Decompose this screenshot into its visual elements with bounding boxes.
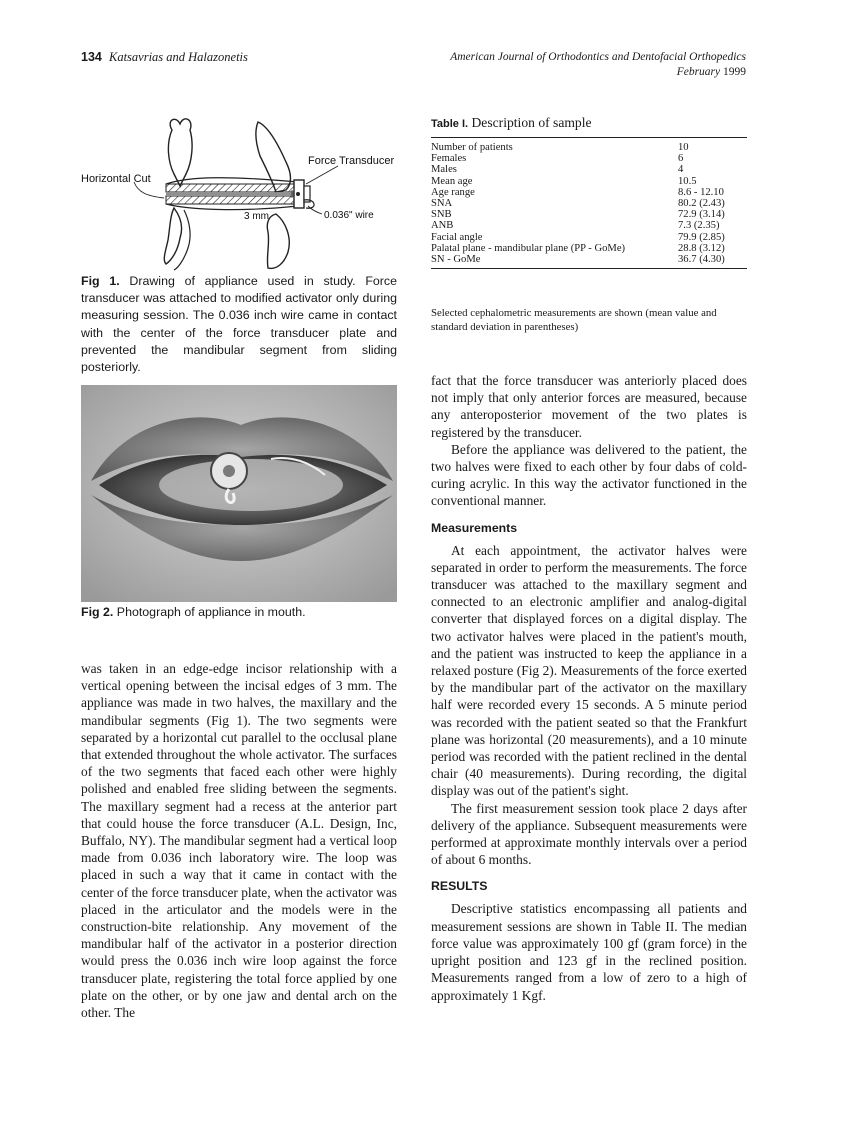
table-row bbox=[431, 232, 747, 243]
lower-tooth-right-shape bbox=[267, 214, 289, 268]
mandibular-segment-shape bbox=[166, 196, 298, 204]
table-cell-value: 10.5 bbox=[678, 175, 697, 187]
table-row bbox=[431, 254, 747, 265]
upper-incisor-shape bbox=[168, 119, 192, 186]
running-header-left bbox=[81, 50, 248, 65]
table-cell-label: Age range bbox=[431, 186, 475, 198]
body-paragraph: fact that the force transducer was anteriorly placed does not imply that only anterior forces are measured, because any anteroposterior movement of the two plates is registered by the transducer. bbox=[431, 373, 747, 440]
table-cell-label: Mean age bbox=[431, 175, 473, 187]
table-cell-value: 4 bbox=[678, 164, 684, 176]
table-cell-label: Number of patients bbox=[431, 142, 513, 153]
table-row bbox=[431, 209, 747, 220]
left-column bbox=[81, 660, 397, 1021]
figure-1-drawing bbox=[80, 110, 398, 280]
running-authors: Katsavrias and Halazonetis bbox=[108, 50, 248, 64]
table-1-title bbox=[431, 115, 592, 131]
section-heading-measurements: Measurements bbox=[431, 520, 518, 535]
table-cell-value: 10 bbox=[678, 142, 689, 153]
table-cell-value: 36.7 (4.30) bbox=[678, 253, 725, 265]
table-cell-value: 79.9 (2.85) bbox=[678, 231, 725, 243]
table-1-label: Table I. bbox=[431, 118, 469, 130]
table-cell-value: 80.2 (2.43) bbox=[678, 197, 725, 209]
label-three-mm: 3 mm bbox=[244, 211, 269, 222]
label-horizontal-cut: Horizontal Cut bbox=[81, 173, 151, 185]
figure-2-caption-label: Fig 2. bbox=[81, 605, 114, 619]
table-1-title-text: Description of sample bbox=[468, 115, 592, 130]
figure-1-caption-text: Drawing of appliance used in study. Force transducer was attached to modified activator only during measuring session. The 0.036 inch wire came in contact with the center of the force transducer plate and prevented the mandibular segment from sliding posteriorly. bbox=[81, 274, 397, 375]
table-row bbox=[431, 198, 747, 209]
table-cell-value: 6 bbox=[678, 153, 684, 165]
table-row bbox=[431, 220, 747, 231]
table-cell-label: SNB bbox=[431, 209, 452, 221]
table-1 bbox=[431, 137, 747, 269]
table-cell-label: ANB bbox=[431, 220, 454, 232]
body-paragraph: At each appointment, the activator halves were separated in order to perform the measurements. The force transducer was attached to the maxillary segment and connected to an electronic amplifier and analog-digital converter that displayed forces on a digital display. The two activator halves were placed in the patient's mouth, and the patient was instructed to keep the appliance in a relaxed posture (Fig 2). Measurements of the force exerted by the mandibular part of the activator on the maxillary half were recorded every 15 seconds. A 5 minute period was recorded with the patient seated so that the Frankfurt plane was horizontal (20 measurements), and a 10 minute period was recorded with the patient reclined in the dental chair (40 measurements). During recording, the digital display was out of the patient's sight. bbox=[431, 542, 747, 799]
lower-incisor-shape bbox=[164, 208, 181, 264]
table-row bbox=[431, 164, 747, 175]
body-paragraph: The first measurement session took place 2 days after delivery of the appliance. Subsequent measurements were performed at approximate monthly intervals over a period of about 6 months. bbox=[431, 800, 747, 868]
journal-name: American Journal of Orthodontics and Dentofacial Orthopedics bbox=[450, 51, 746, 63]
table-cell-value: 72.9 (3.14) bbox=[678, 209, 725, 221]
issue-year: 1999 bbox=[723, 66, 746, 78]
table-row bbox=[431, 243, 747, 254]
section-heading-results: RESULTS bbox=[431, 879, 488, 894]
running-header-right bbox=[450, 50, 746, 80]
body-paragraph: Before the appliance was delivered to the patient, the two halves were fixed to each other by four dabs of cold-curing acrylic. In this way the activator functioned in the conventional manner. bbox=[431, 441, 747, 509]
table-row bbox=[431, 153, 747, 164]
table-cell-label: Males bbox=[431, 164, 457, 176]
page-number: 134 bbox=[81, 50, 102, 64]
table-cell-value: 7.3 (2.35) bbox=[678, 220, 720, 232]
figure-1-caption-label: Fig 1. bbox=[81, 274, 120, 288]
label-force-transducer: Force Transducer bbox=[308, 155, 395, 167]
figure-2-caption-text: Photograph of appliance in mouth. bbox=[113, 605, 306, 619]
table-row bbox=[431, 187, 747, 198]
issue-month: February bbox=[676, 66, 721, 78]
table-cell-label: Palatal plane - mandibular plane (PP - GoMe) bbox=[431, 242, 626, 254]
figure-2-photo bbox=[81, 385, 397, 602]
table-cell-label: Females bbox=[431, 153, 467, 165]
activator-shape bbox=[159, 459, 343, 511]
table-row bbox=[431, 176, 747, 187]
table-cell-value: 28.8 (3.12) bbox=[678, 242, 725, 254]
right-column bbox=[431, 372, 747, 1004]
table-cell-label: SN - GoMe bbox=[431, 253, 481, 265]
body-paragraph: Descriptive statistics encompassing all patients and measurement sessions are shown in Table II. The median force value was approximately 100 gf (gram force) in the upright position and 123 gf in the reclined position. Measurements ranged from a low of zero to a high of approximately 1 Kgf. bbox=[431, 901, 747, 1003]
body-paragraph: was taken in an edge-edge incisor relationship with a vertical opening between the incisal edges of 3 mm. The appliance was made in two halves, the maxillary and the mandibular segments (Fig 1). The two segments were separated by a horizontal cut parallel to the occlusal plane that extended throughout the whole activator. The surfaces of the two segments that faced each other were highly polished and enabled free sliding between the segments. The maxillary segment had a recess at the anterior part that could house the force transducer (A.L. Design, Inc, Buffalo, NY). The mandibular segment had a vertical loop made from 0.036 inch laboratory wire. The loop was placed in such a way that it came in contact with the center of the force transducer plate, when the activator was placed in the articulator and the models were in the construction-bite relationship. Any movement of the mandibular half of the activator in a posterior direction would press the 0.036 inch wire loop against the force transducer plate, registering the total force applied by one plate on the other, or by one jaw and dental arch on the other. The bbox=[81, 661, 398, 1021]
table-1-footnote: Selected cephalometric measurements are shown (mean value and standard deviation in parentheses) bbox=[431, 307, 717, 333]
table-cell-label: Facial angle bbox=[431, 231, 483, 243]
figure-1-caption bbox=[81, 273, 397, 376]
maxillary-segment-shape bbox=[166, 184, 298, 192]
issue-date bbox=[450, 65, 746, 80]
table-row bbox=[431, 142, 747, 153]
figure-2-caption bbox=[81, 604, 397, 621]
table-cell-label: SNA bbox=[431, 197, 453, 209]
label-wire: 0.036" wire bbox=[324, 210, 374, 221]
table-cell-value: 8.6 - 12.10 bbox=[678, 186, 724, 198]
